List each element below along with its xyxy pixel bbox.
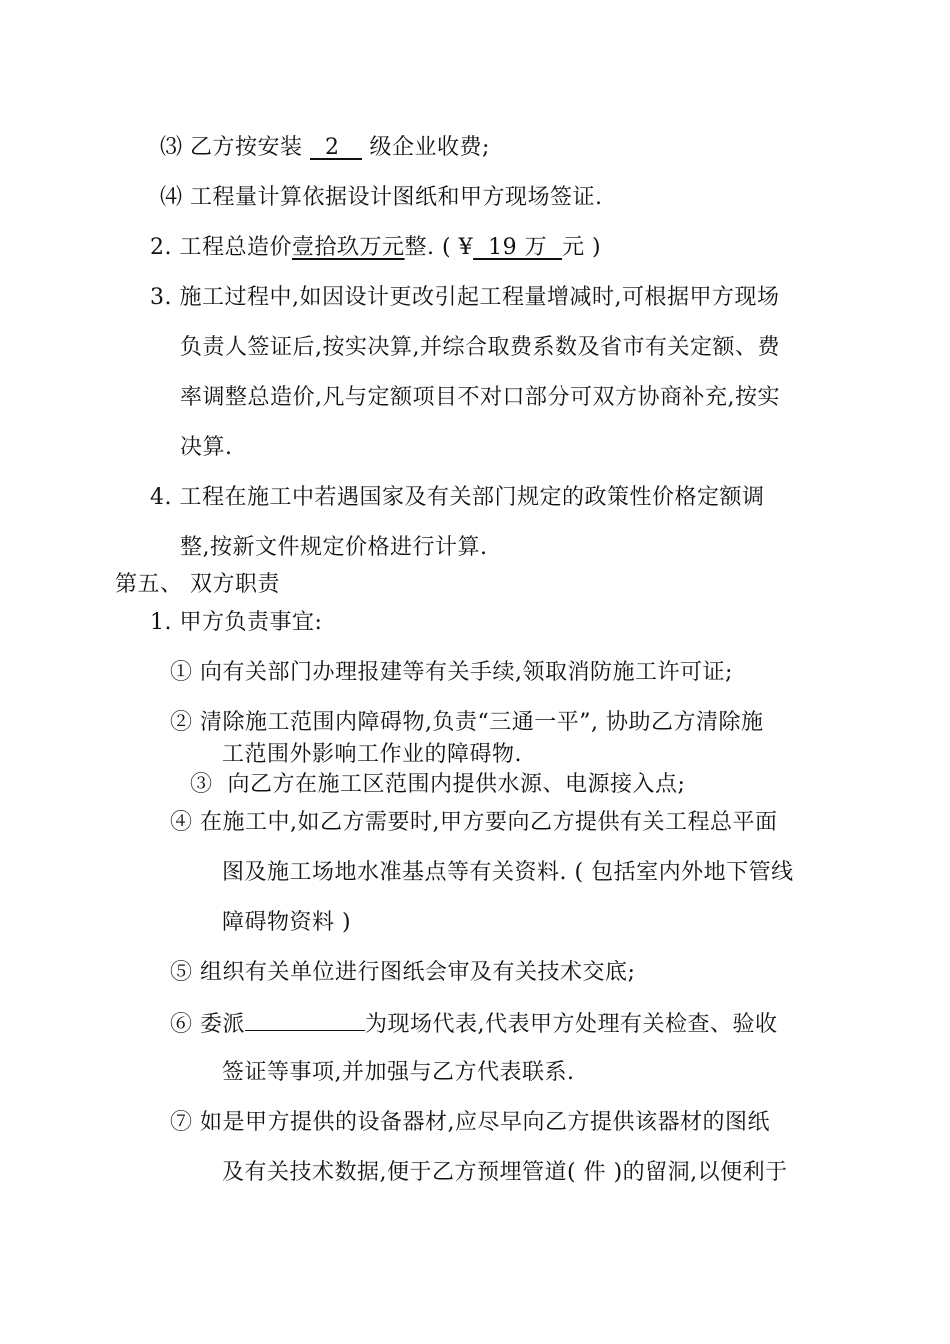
section-5-heading: 第五、 双方职责 [115, 572, 280, 597]
item-4-line-2: 整,按新文件规定价格进行计算. [180, 535, 488, 560]
duty-6-line-2: 签证等事项,并加强与乙方代表联系. [222, 1060, 575, 1085]
item-3-line-2: 负责人签证后,按实决算,并综合取费系数及省市有关定额、费 [180, 335, 780, 360]
duty-4-line-2: 图及施工场地水准基点等有关资料. ( 包括室内外地下管线 [222, 860, 794, 885]
duty-6-line-1: ⑥ 委派 为现场代表,代表甲方处理有关检查、验收 [170, 1008, 778, 1040]
duty-2-line-1: ② 清除施工范围内障碍物,负责“三通一平”, 协助乙方清除施 [170, 710, 764, 735]
duty-5: ⑤ 组织有关单位进行图纸会审及有关技术交底; [170, 960, 636, 985]
amount-in-words: 壹拾玖万元 [292, 235, 405, 260]
party-a-duties-heading: 1. 甲方负责事宜: [150, 610, 323, 635]
item-2-total-cost: 2. 工程总造价壹拾玖万元整. ( ¥ 19 万 元 ) [150, 235, 602, 260]
duty-7-line-2: 及有关技术数据,便于乙方预埋管道( 件 )的留洞,以便利于 [222, 1160, 788, 1185]
item-3-line-4: 决算. [180, 435, 233, 460]
duty-2-line-2: 工范围外影响工作业的障碍物. [222, 742, 522, 767]
duty-4-line-1: ④ 在施工中,如乙方需要时,甲方要向乙方提供有关工程总平面 [170, 810, 778, 835]
duty-1: ① 向有关部门办理报建等有关手续,领取消防施工许可证; [170, 660, 733, 685]
item-4-line-1: 4. 工程在施工中若遇国家及有关部门规定的政策性价格定额调 [150, 485, 765, 510]
clause-3-fee-grade: ⑶ 乙方按安装 2 级企业收费; [160, 135, 490, 160]
duty-4-line-3: 障碍物资料 ) [222, 910, 352, 935]
item-3-line-1: 3. 施工过程中,如因设计更改引起工程量增减时,可根据甲方现场 [150, 285, 780, 310]
duty-3: ③ 向乙方在施工区范围内提供水源、电源接入点; [190, 772, 686, 797]
fill-grade: 2 [310, 135, 362, 160]
clause-4-quantity-basis: ⑷ 工程量计算依据设计图纸和甲方现场签证. [160, 185, 603, 210]
item-3-line-3: 率调整总造价,凡与定额项目不对口部分可双方协商补充,按实 [180, 385, 780, 410]
duty-7-line-1: ⑦ 如是甲方提供的设备器材,应尽早向乙方提供该器材的图纸 [170, 1110, 770, 1135]
representative-blank [245, 1008, 365, 1031]
amount-in-figures: 19 万 [473, 235, 563, 260]
